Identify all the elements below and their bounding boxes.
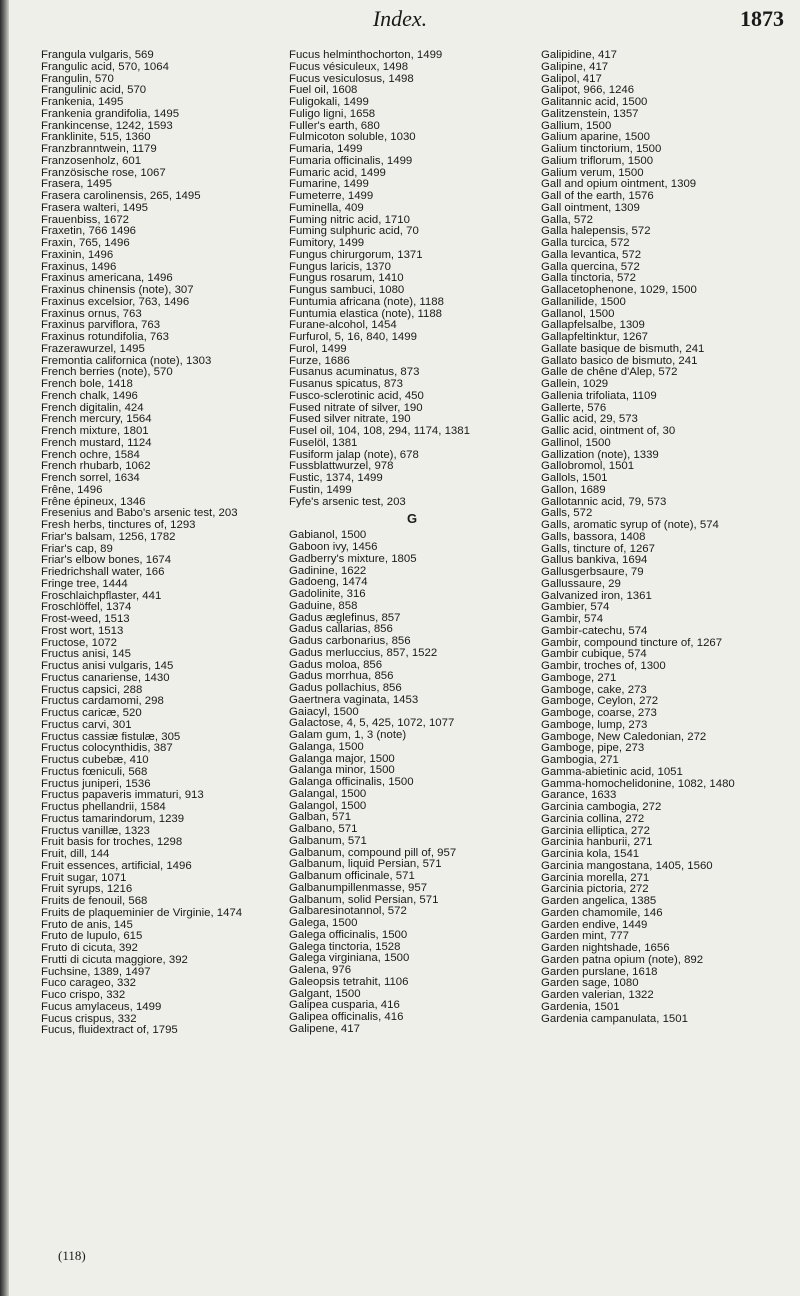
index-entry: Galla halepensis, 572 (541, 225, 651, 238)
index-entry: Fustin, 1499 (289, 483, 352, 496)
index-entry: Gall and opium ointment, 1309 (541, 178, 697, 191)
index-entry: Fructus papaveris immaturi, 913 (41, 789, 204, 802)
index-entry: Gadus carbonarius, 856 (289, 635, 411, 647)
index-entry: Fuco crispo, 332 (41, 989, 126, 1001)
index-entry: Galanga, 1500 (289, 740, 364, 753)
index-entry: Furze, 1686 (289, 354, 350, 367)
index-entry: Gaertnera vaginata, 1453 (289, 693, 419, 706)
index-entry: Franzosenholz, 601 (41, 154, 142, 167)
index-entry: Galangal, 1500 (289, 787, 367, 800)
index-entry: Gallic acid, ointment of, 30 (541, 425, 676, 437)
index-entry: Fruit, dill, 144 (41, 848, 110, 860)
index-entry: Frangulinic acid, 570 (41, 84, 147, 97)
index-entry: Galega virginiana, 1500 (289, 952, 410, 965)
index-entry: Galipine, 417 (541, 60, 609, 73)
index-entry: Gallato basico de bismuto, 241 (541, 354, 698, 367)
index-entry: Garden patna opium (note), 892 (541, 953, 704, 966)
index-column-2 (289, 50, 535, 1036)
index-entry: Fusiform jalap (note), 678 (289, 448, 419, 461)
index-entry: Furol, 1499 (289, 342, 347, 355)
index-entry: Frankenia grandifolia, 1495 (41, 107, 180, 120)
index-entry: Garden nightshade, 1656 (541, 942, 670, 954)
index-entry: Galls, bassora, 1408 (541, 530, 646, 543)
index-entry: Fructus cubebæ, 410 (41, 754, 149, 766)
index-entry: Fumitory, 1499 (289, 237, 365, 249)
index-entry: Gallanol, 1500 (541, 307, 615, 320)
index-entry: Froschlaichpflaster, 441 (41, 589, 162, 602)
index-entry: Garden valerian, 1322 (541, 989, 654, 1001)
index-entry: Fusanus spicatus, 873 (289, 378, 403, 390)
index-entry: Frêne épineux, 1346 (41, 495, 146, 508)
index-entry: Fucus, fluidextract of, 1795 (41, 1024, 178, 1037)
index-entry: Garcinia hanburii, 271 (541, 836, 653, 849)
index-entry: Frêne, 1496 (41, 483, 103, 496)
index-entry: French sorrel, 1634 (41, 472, 140, 484)
index-entry: Friedrichshall water, 166 (41, 566, 165, 578)
index-entry: Fungus laricis, 1370 (289, 260, 391, 273)
index-entry: Fructus anisi vulgaris, 145 (41, 660, 174, 672)
index-entry: Gamboge, Ceylon, 272 (541, 695, 659, 708)
index-entry: Galium triflorum, 1500 (541, 154, 654, 167)
page-binding-edge (0, 0, 9, 1296)
index-entry: Fructus vanillæ, 1323 (41, 824, 150, 837)
index-entry: Garcinia pictoria, 272 (541, 883, 649, 896)
index-entry: Galipene, 417 (289, 1022, 360, 1035)
page-header (0, 0, 800, 40)
index-entry: Galla quercina, 572 (541, 260, 640, 273)
index-entry: Gallussaure, 29 (541, 577, 621, 590)
index-entry: Gallic acid, 29, 573 (541, 413, 638, 426)
index-entry: Gallapfeltinktur, 1267 (541, 331, 649, 343)
index-entry: Fructus anisi, 145 (41, 648, 131, 661)
index-entry: Gamboge, New Caledonian, 272 (541, 730, 707, 743)
index-entry: Frauenbiss, 1672 (41, 213, 130, 226)
index-entry: Fuminella, 409 (289, 201, 364, 214)
index-entry: Fraxinus, 1496 (41, 260, 117, 273)
index-entry: Gadus callarias, 856 (289, 623, 393, 636)
index-entry: Froschlöffel, 1374 (41, 601, 132, 614)
index-entry: Fuchsine, 1389, 1497 (41, 965, 151, 978)
index-entry: Fructus tamarindorum, 1239 (41, 812, 185, 825)
index-entry: Galbano, 571 (289, 823, 358, 835)
index-entry: Gadinine, 1622 (289, 564, 367, 577)
index-entry: Fulmicoton soluble, 1030 (289, 131, 416, 144)
index-entry: Frost wort, 1513 (41, 624, 124, 637)
index-entry: Funtumia africana (note), 1188 (289, 295, 444, 308)
index-entry: Gadus pollachius, 856 (289, 682, 402, 694)
index-column-3 (541, 50, 797, 1025)
index-entry: Garden chamomile, 146 (541, 906, 663, 919)
index-entry: Galban, 571 (289, 811, 352, 824)
index-entry: Gallapfelsalbe, 1309 (541, 319, 645, 332)
index-entry: Fruto de lupulo, 615 (41, 930, 143, 943)
index-entry: Frankenia, 1495 (41, 96, 124, 108)
index-entry: Galbanum, compound pill of, 957 (289, 846, 457, 859)
index-entry: Garcinia cambogia, 272 (541, 801, 662, 813)
index-entry: Galeopsis tetrahit, 1106 (289, 975, 409, 988)
index-entry: Galla turcica, 572 (541, 237, 630, 249)
index-entry: Gamboge, pipe, 273 (541, 742, 645, 755)
index-entry: Fructus carvi, 301 (41, 718, 132, 731)
index-entry: Galium tinctorium, 1500 (541, 143, 662, 155)
index-entry: Gambir cubique, 574 (541, 648, 647, 661)
index-entry: Galactose, 4, 5, 425, 1072, 1077 (289, 717, 455, 730)
index-entry: Gadus æglefinus, 857 (289, 611, 401, 624)
index-entry: Franklinite, 515, 1360 (41, 131, 151, 144)
index-entry: Galanga minor, 1500 (289, 764, 395, 777)
index-entry: Fyfe's arsenic test, 203 (289, 495, 406, 508)
index-entry: Garcinia mangostana, 1405, 1560 (541, 859, 713, 872)
index-entry: Gambir-catechu, 574 (541, 624, 648, 637)
index-entry: Fremontia californica (note), 1303 (41, 354, 212, 367)
index-entry: Gadus merluccius, 857, 1522 (289, 646, 438, 659)
index-entry: Fructose, 1072 (41, 636, 117, 649)
index-entry: Galipea officinalis, 416 (289, 1011, 404, 1023)
index-entry: Gallus bankiva, 1694 (541, 554, 648, 567)
page-number: 1873 (740, 6, 784, 31)
index-entry: French chalk, 1496 (41, 389, 138, 402)
index-entry: Friar's cap, 89 (41, 542, 113, 555)
index-entry: Fructus juniperi, 1536 (41, 777, 151, 790)
index-entry: Gamma-homochelidonine, 1082, 1480 (541, 777, 735, 790)
index-entry: Gallacetophenone, 1029, 1500 (541, 284, 697, 296)
index-entry: Fruit basis for troches, 1298 (41, 836, 183, 849)
index-entry: Gabianol, 1500 (289, 529, 367, 542)
index-entry: Fructus cassiæ fistulæ, 305 (41, 730, 181, 743)
index-entry: Gamma-abietinic acid, 1051 (541, 765, 683, 778)
index-entry: Gadolinite, 316 (289, 588, 366, 600)
index-entry: Galitzenstein, 1357 (541, 107, 639, 120)
index-entry: Galla tinctoria, 572 (541, 272, 636, 285)
index-entry: Gallinol, 1500 (541, 436, 611, 449)
index-entry: Fucus vésiculeux, 1498 (289, 60, 409, 73)
index-entry: Gallon, 1689 (541, 483, 606, 496)
index-entry: Fresenius and Babo's arsenic test, 203 (41, 507, 238, 520)
index-entry: Garden angelica, 1385 (541, 895, 657, 907)
index-entry: Fuller's earth, 680 (289, 119, 380, 132)
index-entry: Fructus colocynthidis, 387 (41, 742, 173, 755)
index-entry: Galipol, 417 (541, 72, 602, 85)
index-entry: Galega, 1500 (289, 917, 358, 929)
index-entry: Galanga officinalis, 1500 (289, 776, 414, 788)
index-entry: Galbanum, solid Persian, 571 (289, 893, 439, 906)
index-entry: Galipea cusparia, 416 (289, 999, 400, 1012)
index-entry: Galbaresinotannol, 572 (289, 905, 407, 918)
index-entry: Garcinia kola, 1541 (541, 848, 640, 860)
index-entry: Fuligokali, 1499 (289, 96, 369, 108)
index-entry: Fructus canariense, 1430 (41, 671, 170, 684)
index-entry: Frasera carolinensis, 265, 1495 (41, 190, 201, 202)
index-entry: Galipidine, 417 (541, 49, 617, 61)
index-entry: Fraxinus americana, 1496 (41, 272, 173, 285)
index-entry: Fungus sambuci, 1080 (289, 284, 405, 296)
index-entry: Galangol, 1500 (289, 799, 367, 812)
index-entry: Galls, tincture of, 1267 (541, 542, 655, 555)
index-entry: Friar's balsam, 1256, 1782 (41, 530, 176, 543)
index-entry: Fusel oil, 104, 108, 294, 1174, 1381 (289, 425, 470, 437)
index-entry: Fuel oil, 1608 (289, 84, 358, 97)
index-entry: Fucus crispus, 332 (41, 1012, 137, 1025)
index-entry: Garden sage, 1080 (541, 977, 639, 990)
index-entry: Frankincense, 1242, 1593 (41, 119, 173, 132)
index-entry: Fucus vesiculosus, 1498 (289, 72, 414, 85)
index-entry: Gallenia trifoliata, 1109 (541, 389, 657, 402)
index-entry: Fraxinin, 1496 (41, 248, 114, 261)
index-entry: Galbanum officinale, 571 (289, 870, 415, 882)
index-entry: Gallobromol, 1501 (541, 460, 635, 473)
index-entry: Frangulin, 570 (41, 72, 114, 85)
running-title: Index. (372, 6, 428, 31)
index-entry: Galega officinalis, 1500 (289, 928, 408, 941)
index-entry: Gambir, troches of, 1300 (541, 660, 666, 672)
index-entry: Gallols, 1501 (541, 472, 608, 484)
index-entry: Galium aparine, 1500 (541, 131, 650, 144)
index-entry: Fumaric acid, 1499 (289, 166, 386, 179)
index-entry: Galitannic acid, 1500 (541, 96, 648, 108)
index-entry: Fruto di cicuta, 392 (41, 942, 138, 954)
index-entry: Fuming sulphuric acid, 70 (289, 225, 419, 238)
index-entry: Fuligo ligni, 1658 (289, 107, 376, 120)
index-entry: Galbanum, liquid Persian, 571 (289, 858, 442, 871)
index-entry: Fructus phellandrii, 1584 (41, 801, 166, 813)
index-entry: Gallanilide, 1500 (541, 295, 626, 308)
index-entry: Fucus helminthochorton, 1499 (289, 49, 443, 61)
index-entry: Galam gum, 1, 3 (note) (289, 729, 407, 741)
index-entry: French berries (note), 570 (41, 366, 173, 379)
index-entry: Gamboge, lump, 273 (541, 718, 648, 731)
index-entry: Galls, 572 (541, 507, 593, 520)
index-entry: Furane-alcohol, 1454 (289, 319, 397, 332)
index-entry: Gallusgerbsaure, 79 (541, 566, 644, 578)
index-entry: Friar's elbow bones, 1674 (41, 554, 172, 567)
index-entry: Fused silver nitrate, 190 (289, 413, 411, 426)
index-entry: Gardenia, 1501 (541, 1000, 620, 1013)
index-entry: Galgant, 1500 (289, 987, 361, 1000)
index-entry: Fungus chirurgorum, 1371 (289, 248, 423, 261)
index-entry: Galena, 976 (289, 964, 352, 976)
index-entry: Fraxin, 765, 1496 (41, 237, 130, 249)
index-entry: Galbanumpillenmasse, 957 (289, 881, 428, 894)
index-entry: Fusco-sclerotinic acid, 450 (289, 389, 424, 402)
index-entry: Fraxinus chinensis (note), 307 (41, 284, 194, 296)
index-entry: Fraxinus parviflora, 763 (41, 319, 161, 332)
index-entry: Fuselöl, 1381 (289, 436, 358, 449)
index-entry: Furfurol, 5, 16, 840, 1499 (289, 331, 417, 343)
index-entry: Frost-weed, 1513 (41, 613, 130, 625)
index-entry: Frazerawurzel, 1495 (41, 342, 145, 355)
index-entry: Galvanized iron, 1361 (541, 589, 652, 602)
index-entry: Fustic, 1374, 1499 (289, 472, 383, 484)
index-entry: Garcinia morella, 271 (541, 871, 650, 884)
index-entry: Frangula vulgaris, 569 (41, 49, 154, 61)
index-entry: Gallerte, 576 (541, 401, 607, 414)
index-entry: Gallotannic acid, 79, 573 (541, 495, 667, 508)
index-entry: Fruit syrups, 1216 (41, 883, 133, 896)
index-entry: Fructus fœniculi, 568 (41, 765, 148, 778)
index-entry: Galanga major, 1500 (289, 752, 395, 765)
index-entry: Gall ointment, 1309 (541, 201, 640, 214)
index-entry: Fumeterre, 1499 (289, 190, 374, 202)
index-entry: Fructus cardamomi, 298 (41, 695, 164, 708)
index-entry: French mercury, 1564 (41, 413, 152, 426)
index-entry: Galipot, 966, 1246 (541, 84, 635, 97)
index-entry: Gamboge, 271 (541, 671, 617, 684)
index-entry: Galbanum, 571 (289, 834, 367, 847)
index-entry: Gaiacyl, 1500 (289, 705, 359, 718)
index-entry: French bole, 1418 (41, 378, 133, 390)
index-entry: Funtumia elastica (note), 1188 (289, 307, 443, 320)
index-entry: Garance, 1633 (541, 789, 617, 802)
index-entry: Fuming nitric acid, 1710 (289, 213, 410, 226)
index-entry: Gall of the earth, 1576 (541, 190, 654, 202)
index-entry: Garden purslane, 1618 (541, 965, 658, 978)
index-entry: Fruit sugar, 1071 (41, 871, 127, 884)
index-entry: Fresh herbs, tinctures of, 1293 (41, 519, 196, 531)
index-entry: Fraxinus rotundifolia, 763 (41, 331, 169, 343)
index-entry: Galls, aromatic syrup of (note), 574 (541, 519, 719, 531)
index-entry: Gallate basique de bismuth, 241 (541, 342, 705, 355)
index-entry: Gardenia campanulata, 1501 (541, 1012, 688, 1025)
index-entry: Gambir, 574 (541, 613, 604, 625)
index-entry: Fused nitrate of silver, 190 (289, 401, 423, 414)
index-entry: Gambir, compound tincture of, 1267 (541, 636, 723, 649)
index-entry: Fraxetin, 766 1496 (41, 225, 136, 238)
index-entry: Gallium, 1500 (541, 119, 612, 132)
index-entry: Galla, 572 (541, 213, 593, 226)
index-entry: Fruits de plaqueminier de Virginie, 1474 (41, 906, 243, 919)
index-entry: Galium verum, 1500 (541, 166, 644, 179)
index-entry: Gadoeng, 1474 (289, 576, 368, 589)
index-column-1 (41, 50, 277, 1037)
index-entry: Fumarine, 1499 (289, 178, 369, 191)
index-entry: Fuco carageo, 332 (41, 977, 136, 990)
index-entry: Gadus moloa, 856 (289, 658, 383, 671)
index-entry: French rhubarb, 1062 (41, 460, 151, 473)
index-entry: Garcinia elliptica, 272 (541, 824, 650, 837)
index-entry: Fucus amylaceus, 1499 (41, 1000, 162, 1013)
index-entry: Fruto de anis, 145 (41, 918, 133, 931)
index-entry: Gaboon ivy, 1456 (289, 541, 378, 553)
index-entry: Fructus capsici, 288 (41, 683, 143, 696)
index-entry: Fumaria, 1499 (289, 143, 363, 155)
index-entry: Gamboge, cake, 273 (541, 683, 647, 696)
index-entry: Fraxinus ornus, 763 (41, 307, 142, 320)
index-entry: Fruit essences, artificial, 1496 (41, 859, 192, 872)
index-entry: Fructus caricæ, 520 (41, 707, 142, 719)
index-entry: Franzbranntwein, 1179 (41, 143, 157, 155)
index-entry: French digitalin, 424 (41, 401, 144, 414)
section-letter-heading: G (406, 511, 418, 527)
index-entry: Gaduine, 858 (289, 599, 358, 612)
index-entry: Fusanus acuminatus, 873 (289, 366, 420, 379)
index-entry: Galega tinctoria, 1528 (289, 940, 401, 953)
index-entry: French ochre, 1584 (41, 448, 140, 461)
index-entry: Frasera, 1495 (41, 178, 112, 191)
index-entry: Garden endive, 1449 (541, 918, 648, 931)
index-entry: Gambogia, 271 (541, 754, 619, 766)
folio-number: (118) (58, 1248, 86, 1263)
index-entry: Galle de chêne d'Alep, 572 (541, 366, 678, 379)
index-entry: Frutti di cicuta maggiore, 392 (41, 953, 188, 966)
index-entry: Fraxinus excelsior, 763, 1496 (41, 295, 190, 308)
index-entry: Französische rose, 1067 (41, 166, 166, 179)
index-entry: Frangulic acid, 570, 1064 (41, 60, 169, 73)
index-entry: Galla levantica, 572 (541, 248, 642, 261)
index-entry: Fussblattwurzel, 978 (289, 460, 394, 473)
index-entry: Fruits de fenouil, 568 (41, 895, 148, 907)
index-entry: Fumaria officinalis, 1499 (289, 154, 413, 167)
index-entry: Gallization (note), 1339 (541, 448, 659, 461)
index-entry: Gadus morrhua, 856 (289, 670, 394, 683)
index-entry: French mustard, 1124 (41, 436, 152, 449)
index-entry: French mixture, 1801 (41, 425, 149, 437)
index-entry: Garden mint, 777 (541, 930, 630, 943)
index-entry: Fungus rosarum, 1410 (289, 272, 404, 285)
index-entry: Gallein, 1029 (541, 378, 609, 390)
index-entry: Gadberry's mixture, 1805 (289, 552, 417, 565)
index-entry: Garcinia collina, 272 (541, 812, 645, 825)
index-entry: Fringe tree, 1444 (41, 577, 128, 590)
index-entry: Frasera walteri, 1495 (41, 201, 148, 214)
index-entry: Gambier, 574 (541, 601, 610, 614)
index-entry: Gamboge, coarse, 273 (541, 707, 657, 719)
